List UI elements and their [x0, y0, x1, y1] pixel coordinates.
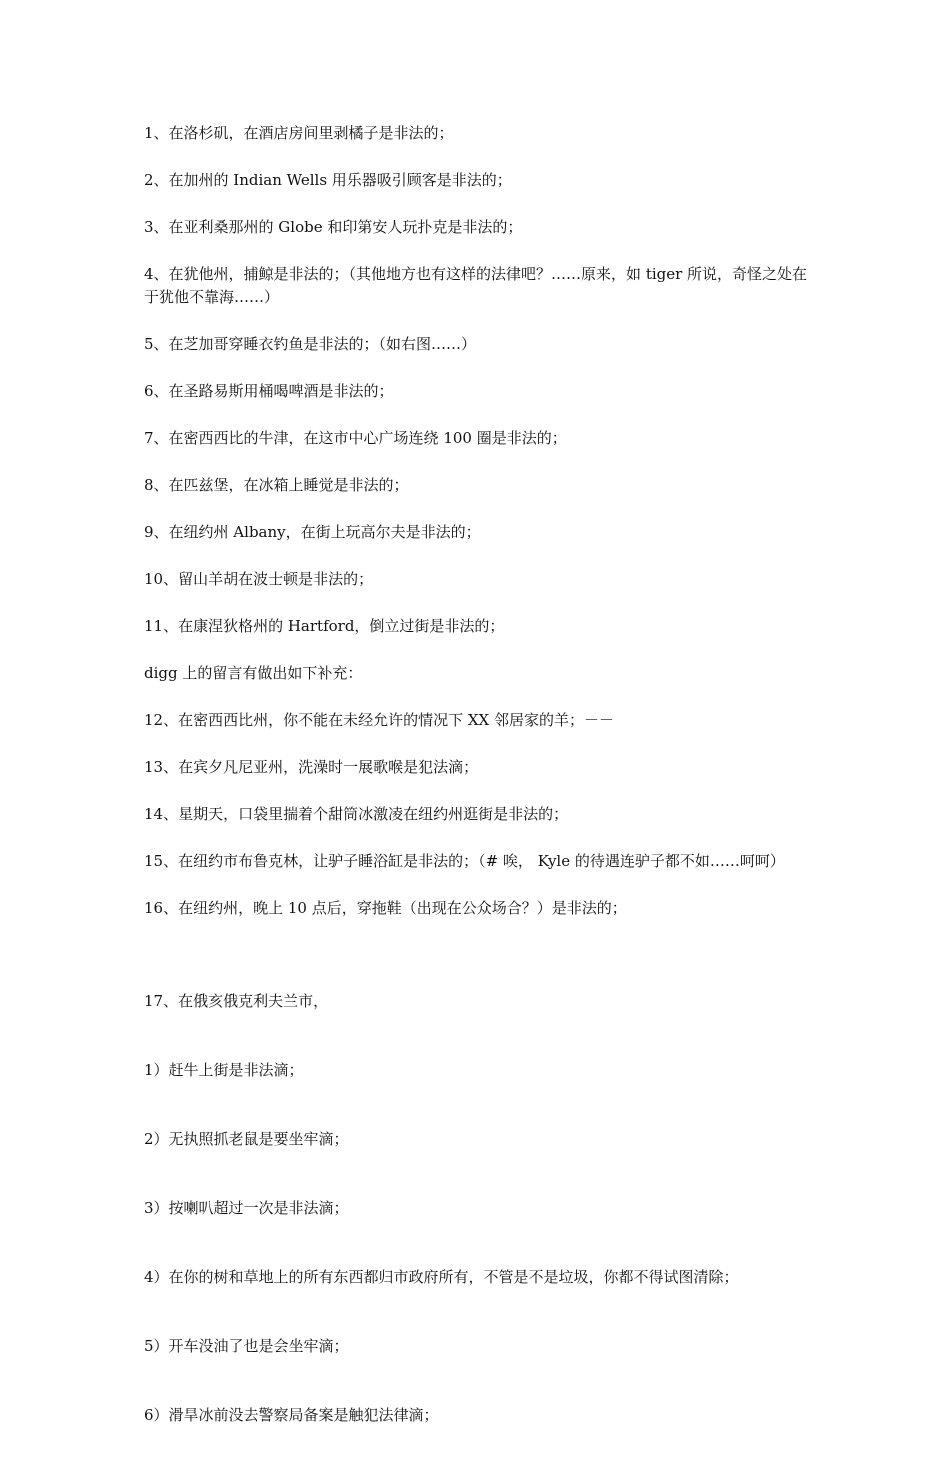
list-item-17-heading: 17、在俄亥俄克利夫兰市， — [144, 992, 329, 1010]
list-item: 12、在密西西比州，你不能在未经允许的情况下 XX 邻居家的羊；－－ — [144, 711, 614, 729]
list-item: 3、在亚利桑那州的 Globe 和印第安人玩扑克是非法的； — [144, 218, 523, 236]
sub-list-item: 5）开车没油了也是会坐牢滴； — [144, 1337, 349, 1355]
list-item: 5、在芝加哥穿睡衣钓鱼是非法的；（如右图……） — [144, 335, 477, 353]
sub-list-item: 2）无执照抓老鼠是要坐牢滴； — [144, 1130, 349, 1148]
list-item: 16、在纽约州，晚上 10 点后，穿拖鞋（出现在公众场合？）是非法的； — [144, 899, 627, 917]
sub-list-item: 1）赶牛上街是非法滴； — [144, 1061, 304, 1079]
list-item: 9、在纽约州 Albany，在街上玩高尔夫是非法的； — [144, 523, 481, 541]
sub-list-item: 4）在你的树和草地上的所有东西都归市政府所有，不管是不是垃圾，你都不得试图清除； — [144, 1268, 739, 1286]
list-item: 13、在宾夕凡尼亚州，洗澡时一展歌喉是犯法滴； — [144, 758, 479, 776]
list-item: 8、在匹兹堡，在冰箱上睡觉是非法的； — [144, 476, 409, 494]
sub-list-item: 6）滑旱冰前没去警察局备案是触犯法律滴； — [144, 1406, 439, 1424]
list-item: 11、在康涅狄格州的 Hartford，倒立过街是非法的； — [144, 617, 505, 635]
list-item: 4、在犹他州，捕鲸是非法的；（其他地方也有这样的法律吧？……原来，如 tiger 所说，奇怪之处在于犹他不靠海……） — [144, 265, 808, 306]
list-item: 1、在洛杉矶，在酒店房间里剥橘子是非法的； — [144, 124, 454, 142]
list-item: 10、留山羊胡在波士顿是非法的； — [144, 570, 374, 588]
section-note: digg 上的留言有做出如下补充： — [144, 664, 363, 682]
list-item: 6、在圣路易斯用桶喝啤酒是非法的； — [144, 382, 394, 400]
list-item-17 — [144, 944, 810, 1473]
list-item: 14、星期天，口袋里揣着个甜筒冰激凌在纽约州逛街是非法的； — [144, 805, 569, 823]
list-item: 15、在纽约市布鲁克林，让驴子睡浴缸是非法的；（# 唉， Kyle 的待遇连驴子都不如……呵呵） — [144, 852, 785, 870]
list-item: 7、在密西西比的牛津，在这市中心广场连绕 100 圈是非法的； — [144, 429, 567, 447]
list-item: 2、在加州的 Indian Wells 用乐器吸引顾客是非法的； — [144, 171, 512, 189]
document-body — [144, 122, 810, 1473]
sub-list-item: 3）按喇叭超过一次是非法滴； — [144, 1199, 349, 1217]
